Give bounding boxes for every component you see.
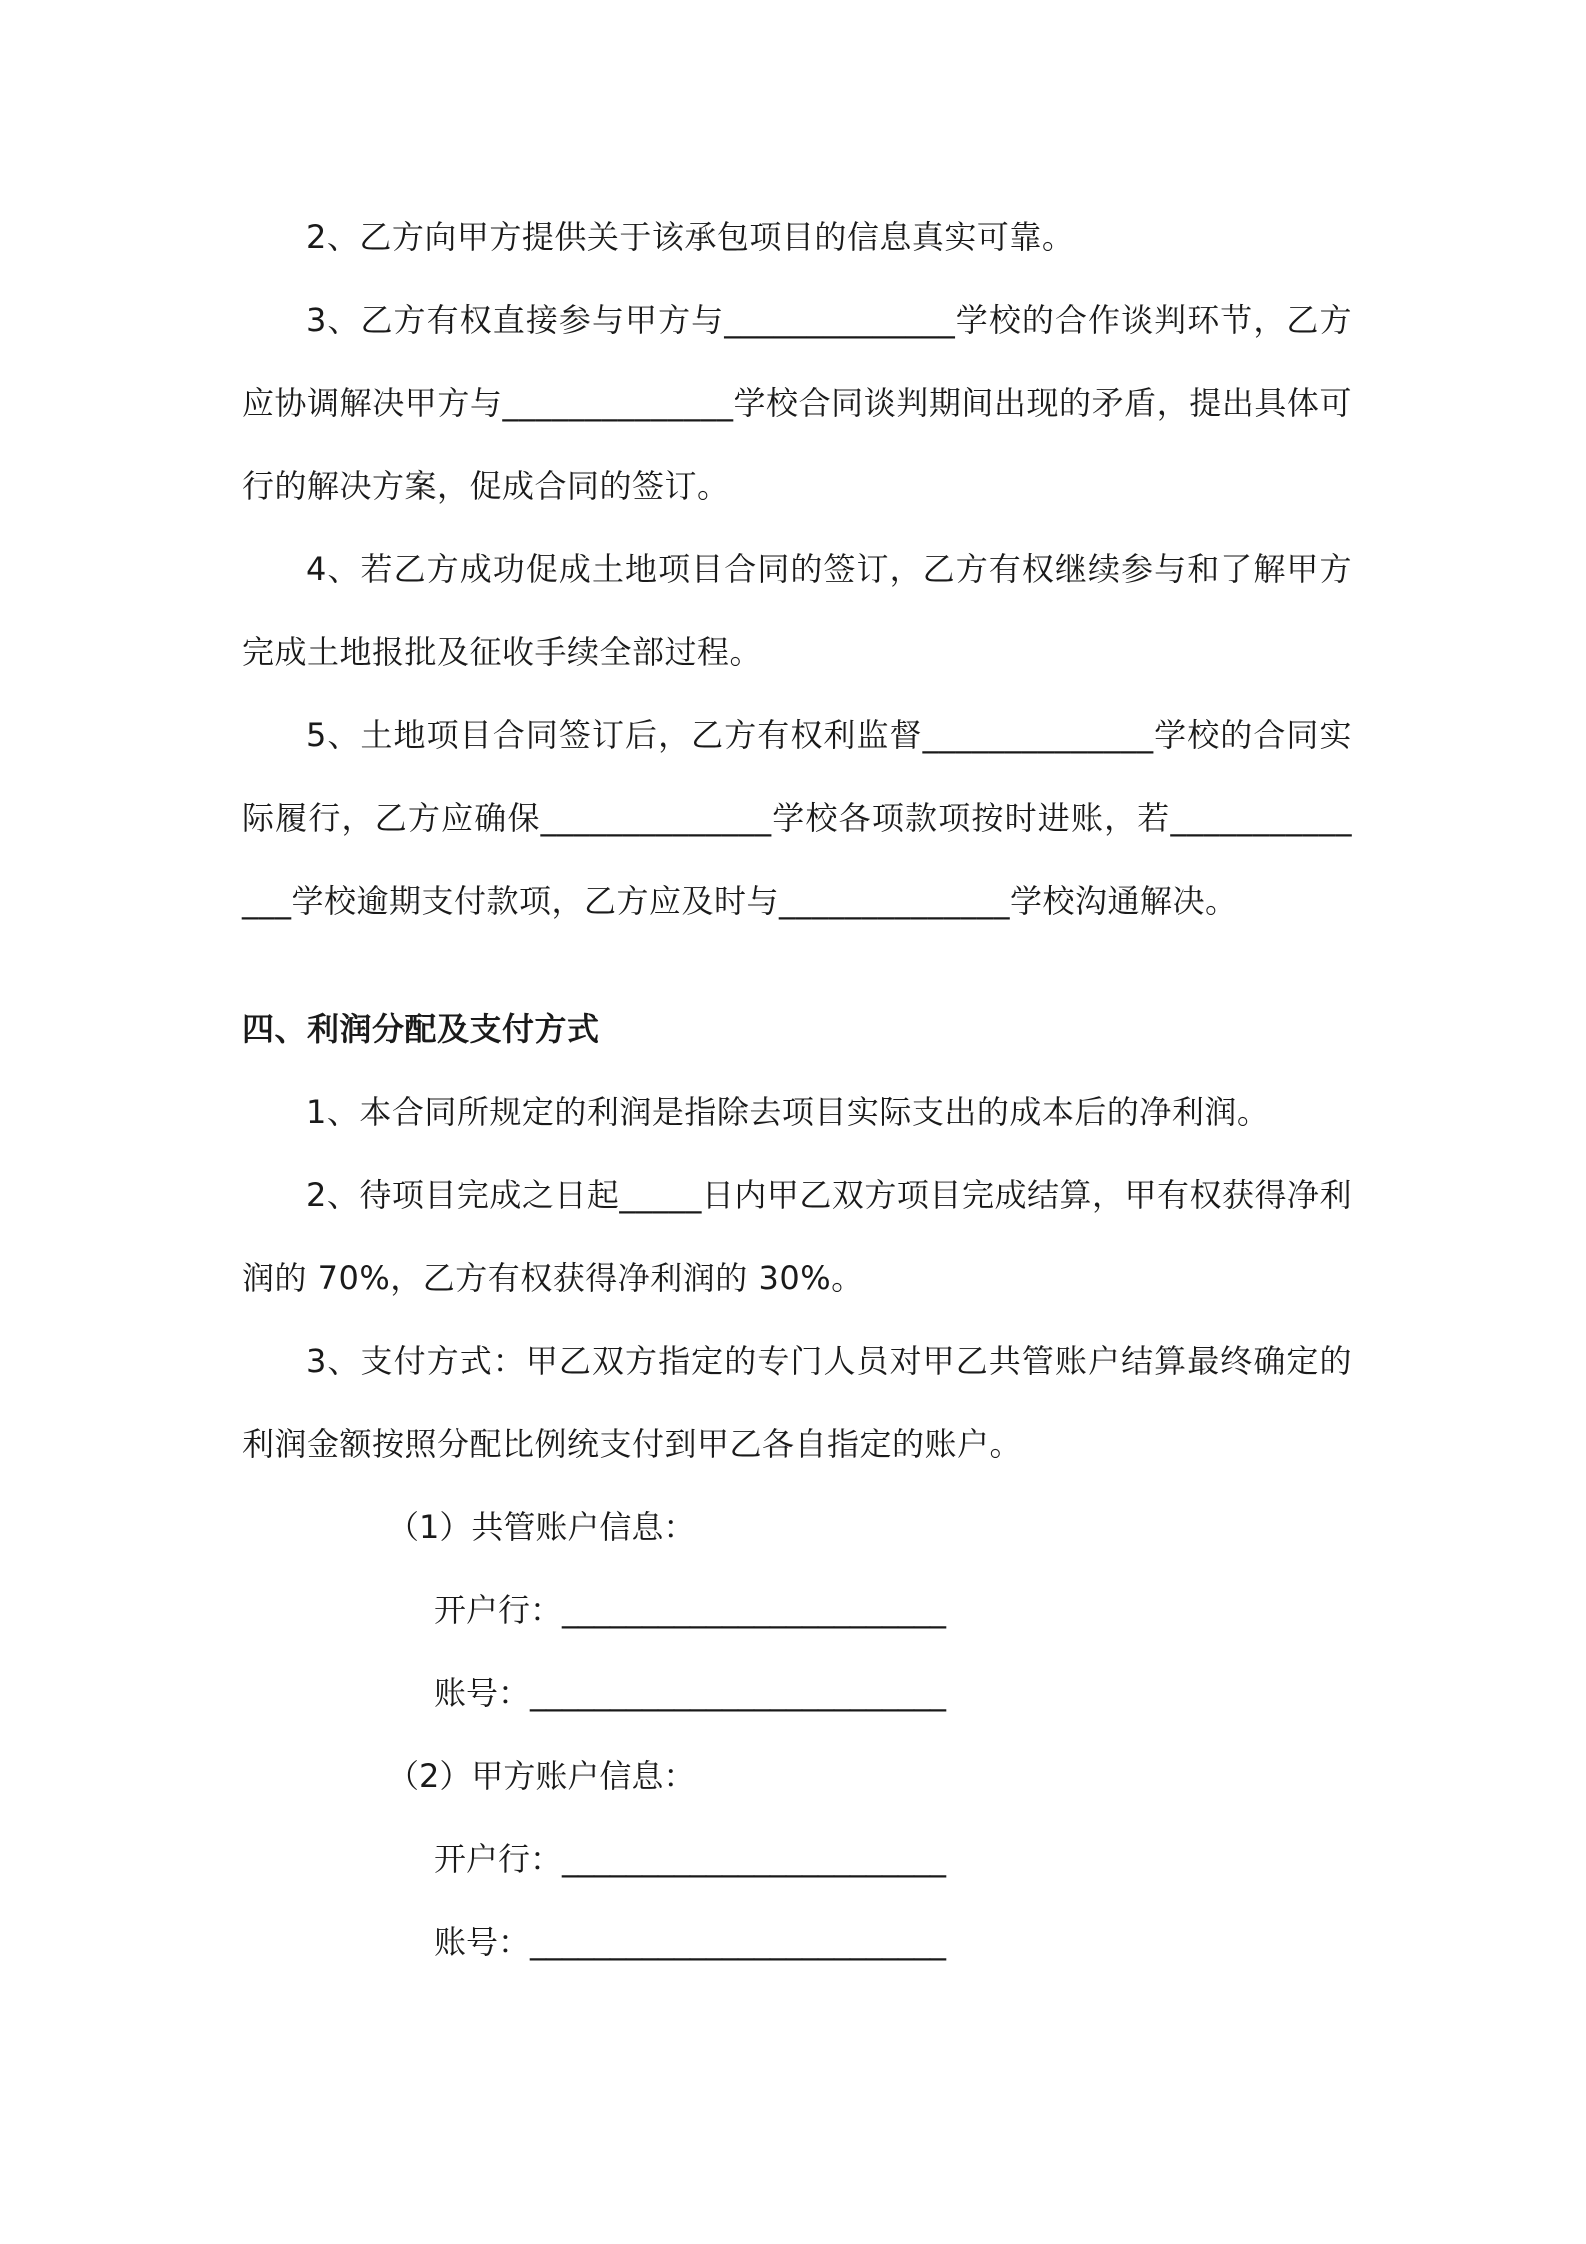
clause-4-1: 1、本合同所规定的利润是指除去项目实际支出的成本后的净利润。 bbox=[306, 1093, 1270, 1131]
shared-account-bank-field: 开户行：________________________ bbox=[434, 1591, 947, 1629]
clause-4-3: 3、支付方式：甲乙双方指定的专门人员对甲乙共管账户结算最终确定的利润金额按照分配比例统支付到甲乙各自指定的账户。 bbox=[242, 1342, 1352, 1463]
party-a-account-bank-field: 开户行：________________________ bbox=[434, 1840, 947, 1878]
party-a-account-number-field: 账号：__________________________ bbox=[434, 1923, 947, 1961]
clause-3-5: 5、土地项目合同签订后，乙方有权利监督______________学校的合同实际履行，乙方应确保______________学校各项款项按时进账，若______________学校逾期支付款项，乙方应及时与______________学校沟通解决。 bbox=[242, 716, 1352, 920]
clause-3-4: 4、若乙方成功促成土地项目合同的签订，乙方有权继续参与和了解甲方完成土地报批及征收手续全部过程。 bbox=[242, 550, 1352, 671]
party-a-account-title: （2）甲方账户信息： bbox=[387, 1757, 696, 1795]
clause-3-3: 3、乙方有权直接参与甲方与______________学校的合作谈判环节，乙方应协调解决甲方与______________学校合同谈判期间出现的矛盾，提出具体可行的解决方案，促成合同的签订。 bbox=[242, 301, 1352, 505]
document-body bbox=[242, 196, 1352, 1984]
section-spacer bbox=[242, 943, 1352, 988]
clause-3-2: 2、乙方向甲方提供关于该承包项目的信息真实可靠。 bbox=[306, 218, 1075, 256]
shared-account-number-field: 账号：__________________________ bbox=[434, 1674, 947, 1712]
section-4-heading: 四、利润分配及支付方式 bbox=[242, 1010, 600, 1048]
clause-4-2: 2、待项目完成之日起_____日内甲乙双方项目完成结算，甲有权获得净利润的 70%，乙方有权获得净利润的 30%。 bbox=[242, 1176, 1352, 1297]
shared-account-title: （1）共管账户信息： bbox=[387, 1508, 696, 1546]
